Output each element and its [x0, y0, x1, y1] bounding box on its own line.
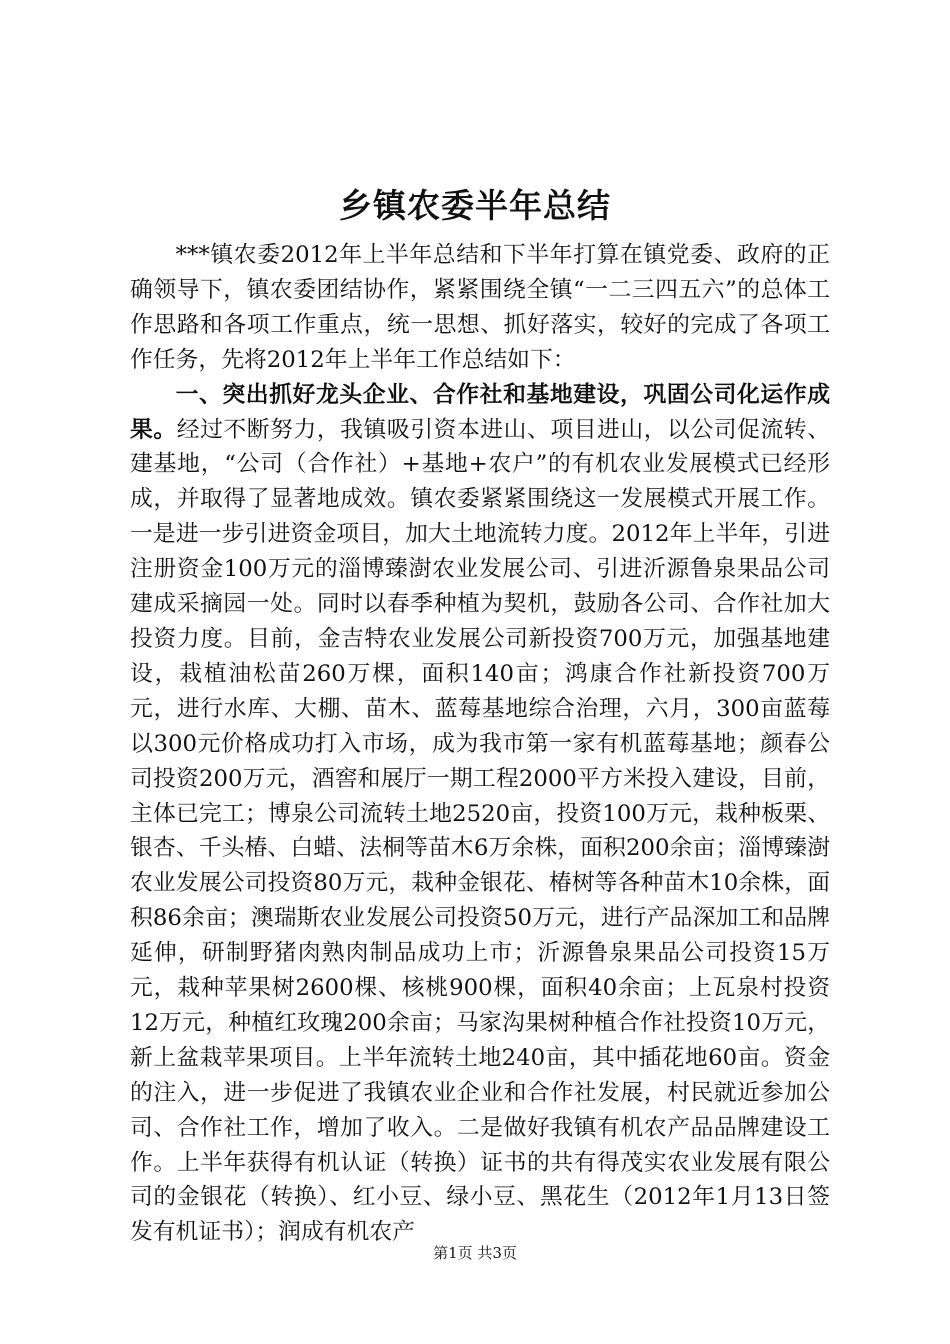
document-body: [130, 238, 830, 1250]
section-1-paragraph: [130, 378, 830, 1251]
section-1-body: 经过不断努力，我镇吸引资本进山、项目进山，以公司促流转、建基地，“公司（合作社）+基地+农户”的有机农业发展模式已经形成，并取得了显著地成效。镇农委紧紧围绕这一发展模式开展工作。一是进一步引进资金项目，加大土地流转力度。2012年上半年，引进注册资金100万元的淄博臻澍农业发展公司、引进沂源鲁泉果品公司建成采摘园一处。同时以春季种植为契机，鼓励各公司、合作社加大投资力度。目前，金吉特农业发展公司新投资700万元，加强基地建设，栽植油松苗260万棵，面积140亩；鸿康合作社新投资700万元，进行水库、大棚、苗木、蓝莓基地综合治理，六月，300亩蓝莓以300元价格成功打入市场，成为我市第一家有机蓝莓基地；颜春公司投资200万元，酒窖和展厅一期工程2000平方米投入建设，目前，主体已完工；博泉公司流转土地2520亩，投资100万元，栽种板栗、银杏、千头椿、白蜡、法桐等苗木6万余株，面积200余亩；淄博臻澍农业发展公司投资80万元，栽种金银花、椿树等各种苗木10余株，面积86余亩；澳瑞斯农业发展公司投资50万元，进行产品深加工和品牌延伸，研制野猪肉熟肉制品成功上市；沂源鲁泉果品公司投资15万元，栽种苹果树2600棵、核桃900棵，面积40余亩；上瓦泉村投资12万元，种植红玫瑰200余亩；马家沟果树种植合作社投资10万元，新上盆栽苹果项目。上半年流转土地240亩，其中插花地60亩。资金的注入，进一步促进了我镇农业企业和合作社发展，村民就近参加公司、合作社工作，增加了收入。二是做好我镇有机农产品品牌建设工作。上半年获得有机认证（转换）证书的共有得茂实农业发展有限公司的金银花（转换）、红小豆、绿小豆、黑花生（2012年1月13日签发有机证书）；润成有机农产: [130, 416, 831, 1246]
intro-paragraph: ***镇农委2012年上半年总结和下半年打算在镇党委、政府的正确领导下，镇农委团结协作，紧紧围绕全镇“一二三四五六”的总体工作思路和各项工作重点，统一思想、抓好落实，较好的完成了各项工作任务，先将2012年上半年工作总结如下：: [130, 242, 830, 373]
page-number-footer: 第1页 共3页: [433, 1244, 517, 1262]
section-1-heading: 一、突出抓好龙头企业、合作社和基地建设，巩固公司化运作成果。: [130, 381, 830, 443]
document-title: 乡镇农委半年总结: [339, 186, 611, 225]
